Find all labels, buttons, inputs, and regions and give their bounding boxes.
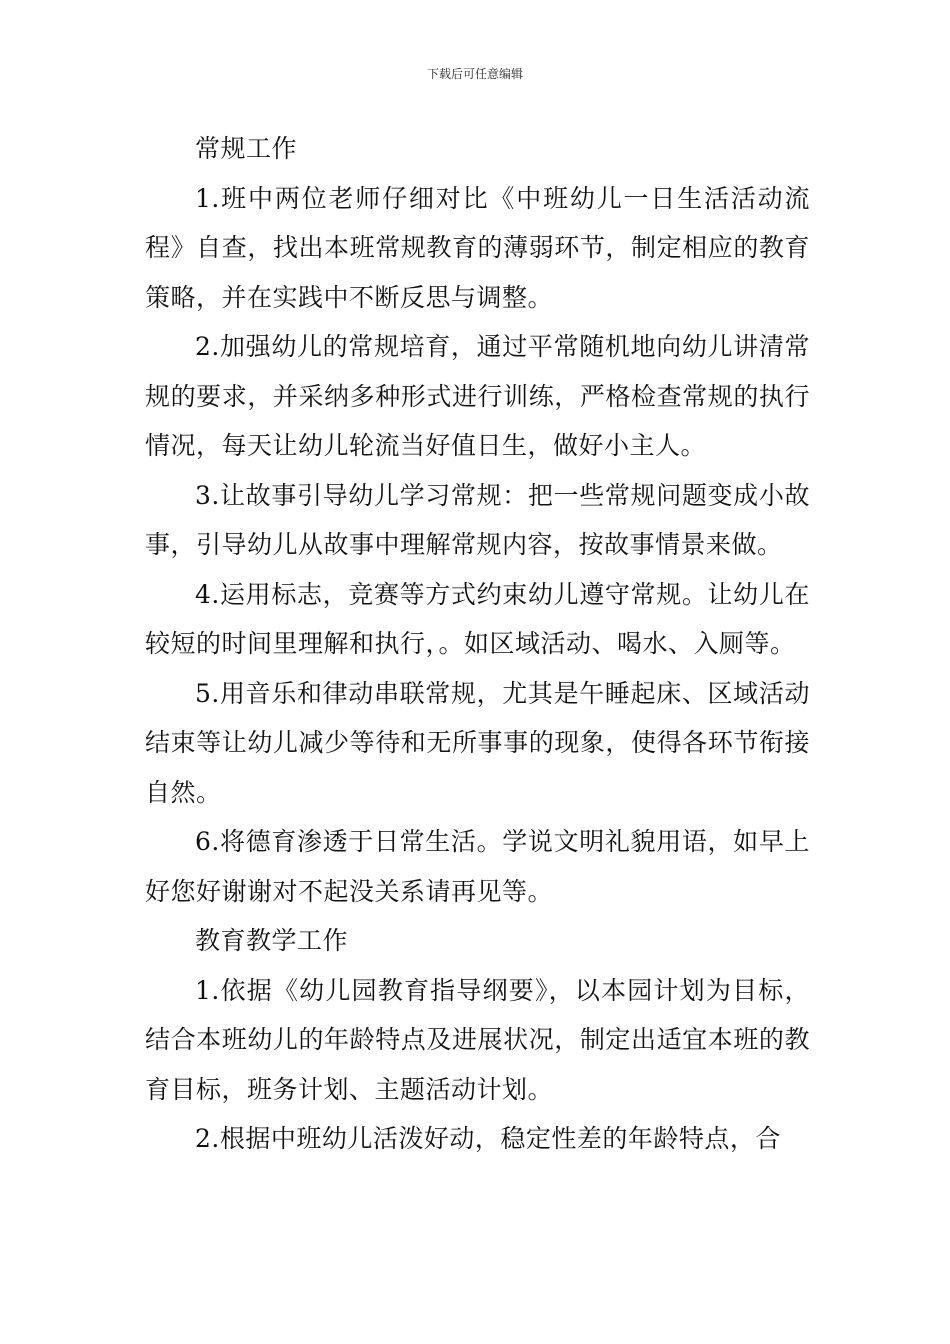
section-heading-teaching-work: 教育教学工作 [195,926,349,955]
paragraph-routine-1: 1.班中两位老师仔细对比《中班幼儿一日生活活动流程》自查，找出本班常规教育的薄弱环节，制定相应的教育策略，并在实践中不断反思与调整。 [145,183,810,312]
paragraph-routine-5: 5.用音乐和律动串联常规，尤其是午睡起床、区域活动结束等让幼儿减少等待和无所事事的现象，使得各环节衔接自然。 [145,678,810,807]
paragraph-routine-4: 4.运用标志，竞赛等方式约束幼儿遵守常规。让幼儿在较短的时间里理解和执行，。如区域活动、喝水、入厕等。 [145,579,810,658]
paragraph-routine-2: 2.加强幼儿的常规培育，通过平常随机地向幼儿讲清常规的要求，并采纳多种形式进行训练，严格检查常规的执行情况，每天让幼儿轮流当好值日生，做好小主人。 [145,332,810,460]
paragraph-routine-3: 3.让故事引导幼儿学习常规：把一些常规问题变成小故事，引导幼儿从故事中理解常规内容，按故事情景来做。 [145,480,810,559]
paragraph-routine-6: 6.将德育渗透于日常生活。学说文明礼貌用语，如早上好您好谢谢对不起没关系请再见等。 [145,827,810,906]
document-body [145,124,810,1164]
section-heading-routine-work: 常规工作 [195,134,298,163]
page-header-note: 下载后可任意编辑 [426,67,523,81]
paragraph-teaching-1: 1.依据《幼儿园教育指导纲要》，以本园计划为目标，结合本班幼儿的年龄特点及进展状况，制定出适宜本班的教育目标，班务计划、主题活动计划。 [145,975,810,1104]
paragraph-teaching-2: 2.根据中班幼儿活泼好动，稳定性差的年龄特点，合 [195,1124,781,1153]
